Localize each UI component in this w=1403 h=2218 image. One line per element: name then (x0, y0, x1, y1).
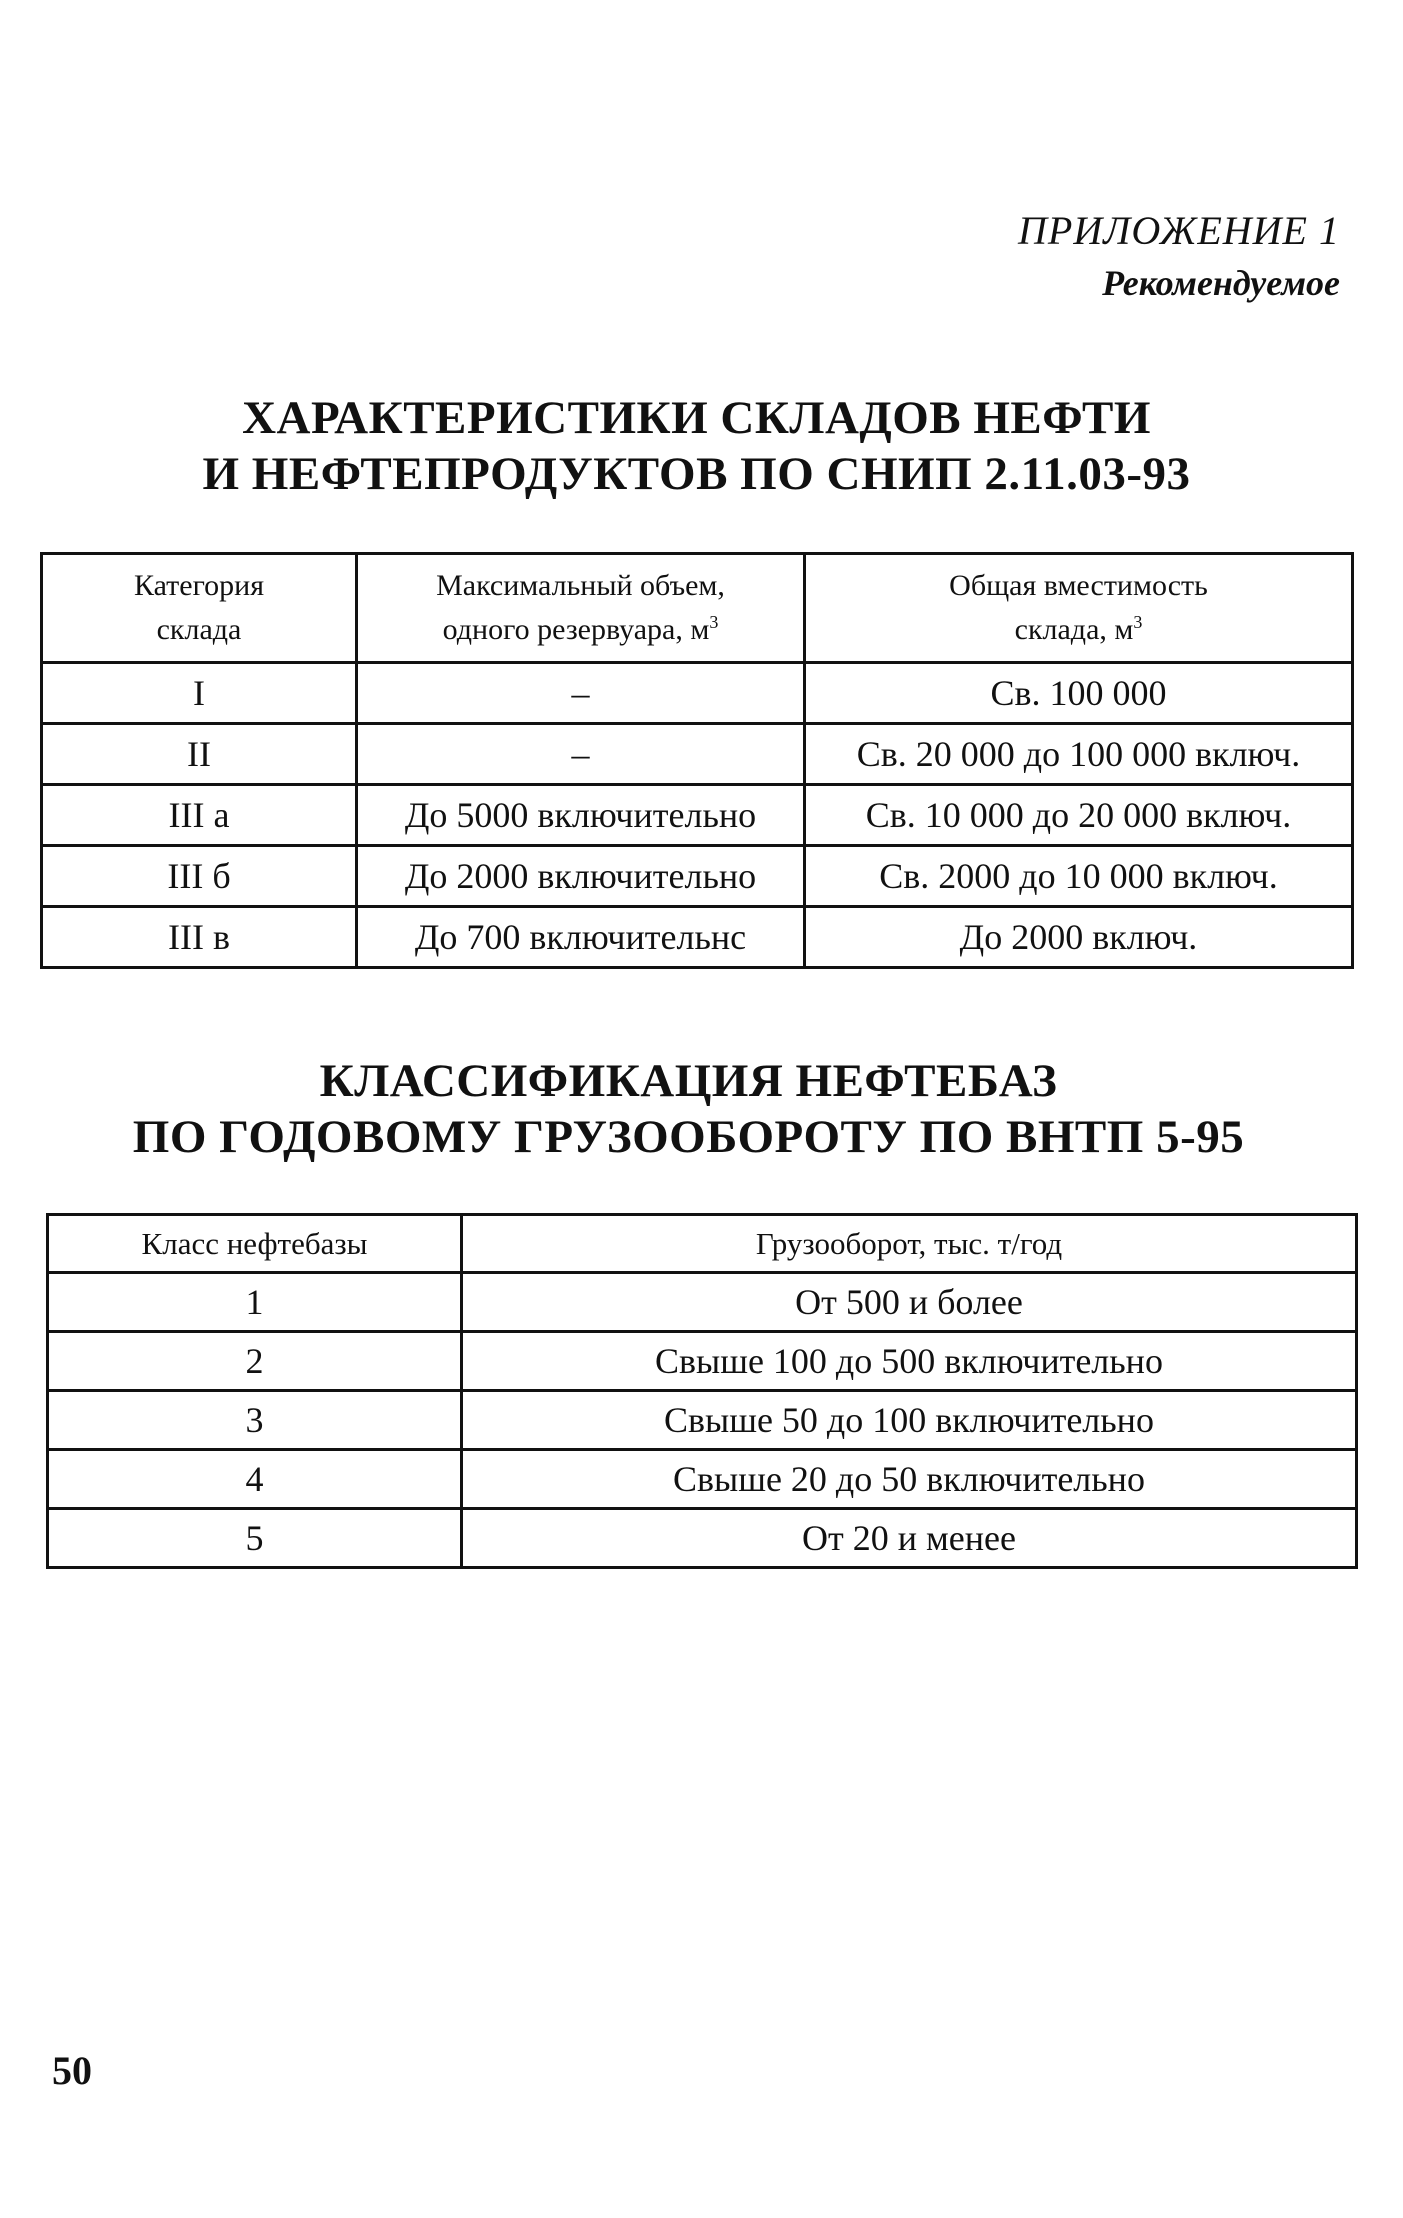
cell-max-volume: До 700 включительнс (357, 907, 805, 968)
table-row (48, 1391, 1357, 1450)
cell-total-capacity: Св. 2000 до 10 000 включ. (805, 846, 1353, 907)
cell-max-volume: – (357, 724, 805, 785)
section2-heading-line1: КЛАССИФИКАЦИЯ НЕФТЕБАЗ (319, 1055, 1058, 1107)
cell-cargo-turnover: Свыше 100 до 500 включительно (462, 1332, 1357, 1391)
section1-heading (0, 390, 1398, 502)
table-row (48, 1273, 1357, 1332)
cell-total-capacity: Св. 10 000 до 20 000 включ. (805, 785, 1353, 846)
storage-characteristics-table (40, 552, 1354, 969)
table-row (42, 724, 1353, 785)
header-total-capacity: Общая вместимость склада, $м^3$ (805, 554, 1353, 663)
cell-total-capacity: До 2000 включ. (805, 907, 1353, 968)
table-row (48, 1332, 1357, 1391)
cell-total-capacity: Св. 100 000 (805, 663, 1353, 724)
cell-max-volume: До 2000 включительно (357, 846, 805, 907)
page-number: 50 (52, 2048, 92, 2093)
header-max-volume: Максимальный объем, одного резервуара, $м^3$ (357, 554, 805, 663)
cell-depot-class: 4 (48, 1450, 462, 1509)
appendix-subtitle: Рекомендуемое (1102, 263, 1340, 303)
cell-depot-class: 2 (48, 1332, 462, 1391)
cell-category: II (42, 724, 357, 785)
cell-cargo-turnover: Свыше 20 до 50 включительно (462, 1450, 1357, 1509)
table-header-row (48, 1215, 1357, 1273)
header-category: Категория склада (42, 554, 357, 663)
cell-category: I (42, 663, 357, 724)
appendix-label (1018, 205, 1340, 309)
table-row (48, 1450, 1357, 1509)
section1-heading-line2: И НЕФТЕПРОДУКТОВ ПО СНИП 2.11.03-93 (202, 448, 1191, 500)
cell-category: III а (42, 785, 357, 846)
header-depot-class: Класс нефтебазы (48, 1215, 462, 1273)
table-row (48, 1509, 1357, 1568)
oil-depot-classification-table (46, 1213, 1358, 1569)
table-row (42, 846, 1353, 907)
table-row (42, 785, 1353, 846)
cell-category: III б (42, 846, 357, 907)
section2-heading-line2: ПО ГОДОВОМУ ГРУЗООБОРОТУ ПО ВНТП 5-95 (132, 1111, 1245, 1163)
cell-depot-class: 5 (48, 1509, 462, 1568)
header-cargo-turnover: Грузооборот, тыс. т/год (462, 1215, 1357, 1273)
cell-depot-class: 3 (48, 1391, 462, 1450)
section1-heading-line1: ХАРАКТЕРИСТИКИ СКЛАДОВ НЕФТИ (242, 392, 1151, 444)
cell-cargo-turnover: От 20 и менее (462, 1509, 1357, 1568)
section2-heading (0, 1053, 1390, 1165)
cell-total-capacity: Св. 20 000 до 100 000 включ. (805, 724, 1353, 785)
appendix-title: ПРИЛОЖЕНИЕ 1 (1018, 208, 1340, 253)
table-header-row (42, 554, 1353, 663)
cell-cargo-turnover: Свыше 50 до 100 включительно (462, 1391, 1357, 1450)
cell-depot-class: 1 (48, 1273, 462, 1332)
cell-max-volume: До 5000 включительно (357, 785, 805, 846)
cell-category: III в (42, 907, 357, 968)
table-row (42, 907, 1353, 968)
cell-cargo-turnover: От 500 и более (462, 1273, 1357, 1332)
cell-max-volume: – (357, 663, 805, 724)
table-row (42, 663, 1353, 724)
